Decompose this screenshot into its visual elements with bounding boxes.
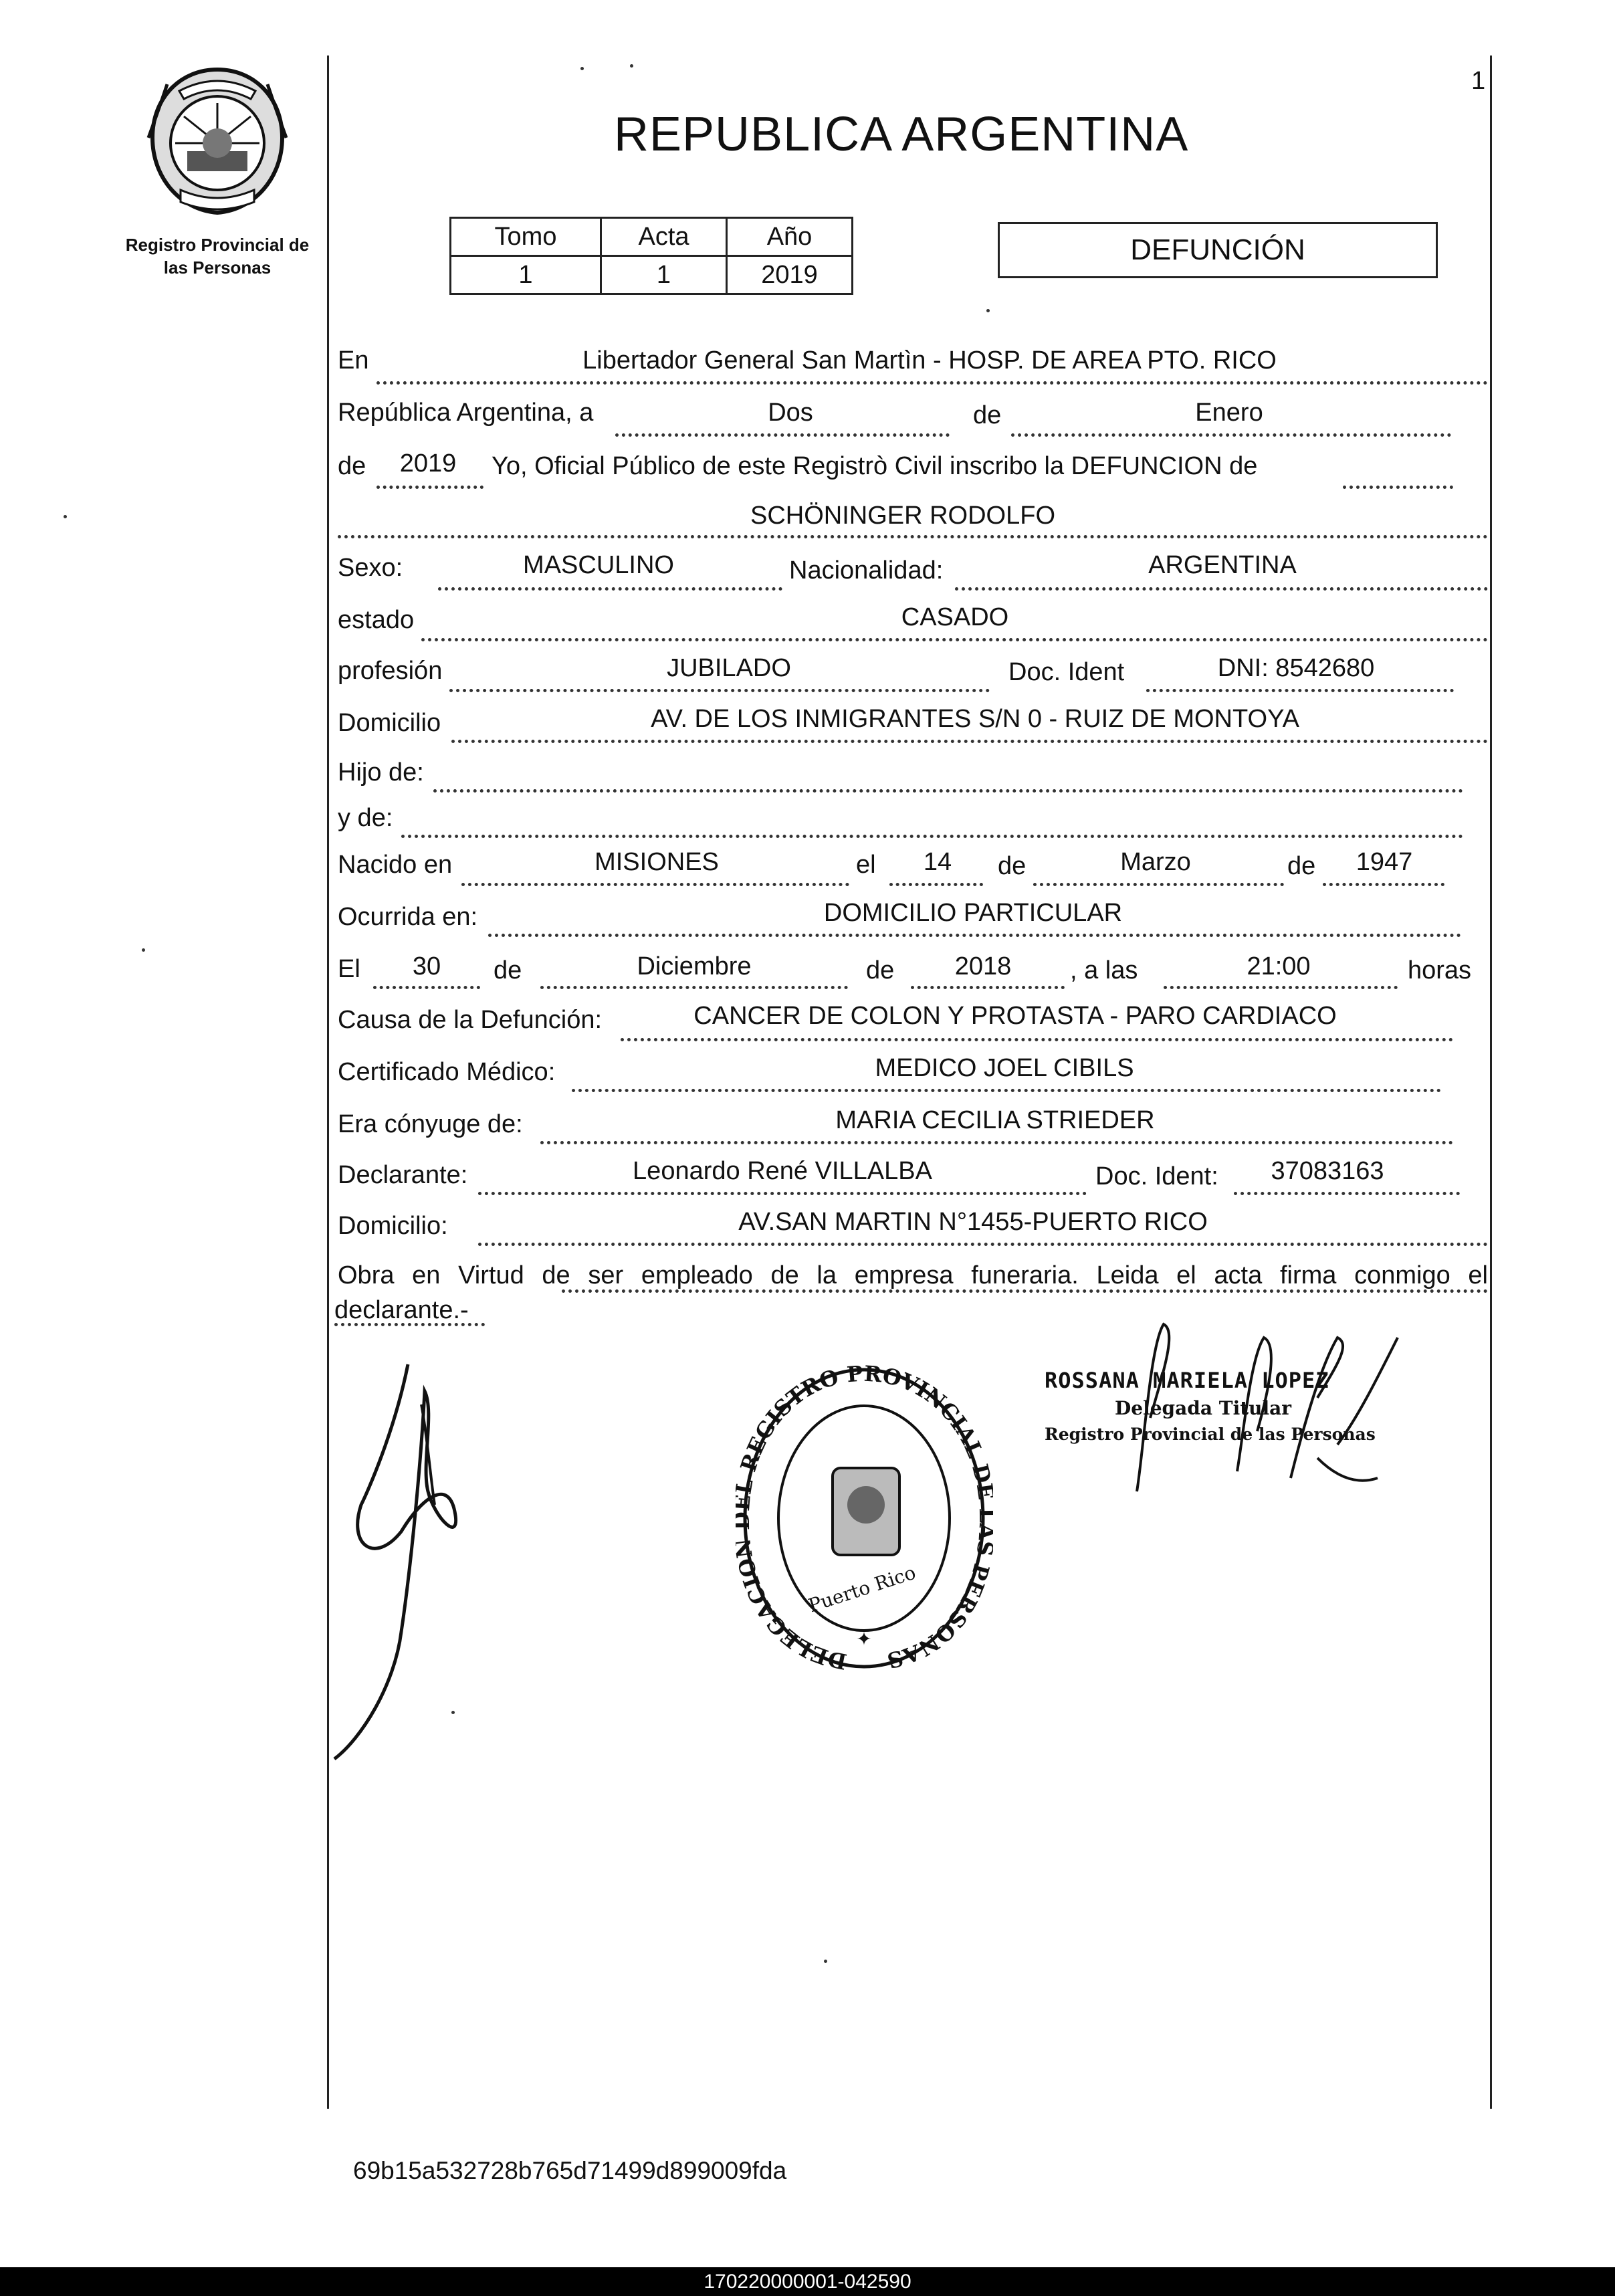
scan-speck: [580, 67, 584, 70]
profesion-label: profesión: [338, 657, 443, 685]
doc-ident-value: DNI: 8542680: [1217, 654, 1375, 682]
certificado-value: MEDICO JOEL CIBILS: [875, 1054, 1134, 1082]
domicilio2-label: Domicilio:: [338, 1212, 448, 1240]
death-month-line: [540, 986, 848, 989]
republica-label: República Argentina, a: [338, 399, 594, 427]
scan-speck: [142, 948, 145, 952]
scan-speck: [824, 1960, 827, 1963]
el-label-birth: el: [856, 851, 876, 879]
left-margin-rule: [327, 56, 329, 2109]
page-number: 1: [1471, 67, 1486, 95]
official-signature: [1097, 1318, 1424, 1505]
day-line: [615, 433, 950, 437]
declarante-label: Declarante:: [338, 1161, 468, 1189]
agency-name: Registro Provincial de las Personas: [125, 235, 310, 278]
profesion-value: JUBILADO: [667, 654, 791, 682]
oficial-line: [1343, 486, 1453, 489]
death-time-line: [1164, 986, 1398, 989]
anio-value: 2019: [727, 256, 853, 294]
yde-line: [401, 835, 1463, 838]
ocurrida-value: DOMICILIO PARTICULAR: [823, 899, 1123, 927]
nacido-value: MISIONES: [595, 848, 719, 876]
document-hash: 69b15a532728b765d71499d899009fda: [353, 2157, 787, 2184]
scan-speck: [451, 1711, 455, 1714]
de-label-5: de: [494, 956, 522, 984]
hijo-label: Hijo de:: [338, 758, 424, 787]
nacionalidad-value: ARGENTINA: [1148, 551, 1297, 579]
scan-speck: [64, 515, 67, 518]
doc-ident-line: [1146, 689, 1454, 692]
en-value: Libertador General San Martìn - HOSP. DE AREA PTO. RICO: [582, 346, 1277, 375]
domicilio-label: Domicilio: [338, 709, 441, 737]
estado-value: CASADO: [901, 603, 1009, 631]
seal-inner-text: Puerto Rico: [805, 1561, 919, 1617]
acta-value: 1: [601, 256, 727, 294]
sexo-value: MASCULINO: [523, 551, 674, 579]
tomo-header: Tomo: [451, 218, 601, 256]
name-line: [338, 535, 1488, 538]
en-label: En: [338, 346, 369, 375]
scan-speck: [630, 64, 633, 68]
official-name: ROSSANA MARIELA LOPEZ: [1045, 1368, 1329, 1393]
tomo-value: 1: [451, 256, 601, 294]
a-las-label: , a las: [1070, 956, 1138, 984]
estado-line: [421, 638, 1488, 641]
domicilio2-line: [478, 1243, 1488, 1246]
conyuge-line: [540, 1141, 1453, 1144]
causa-value: CANCER DE COLON Y PROTASTA - PARO CARDIACO: [693, 1002, 1337, 1030]
svg-text:✦: ✦: [856, 1629, 872, 1649]
oficial-text: Yo, Oficial Público de este Registrò Civil inscribo la DEFUNCION de: [492, 452, 1258, 480]
birth-month-line: [1033, 883, 1284, 886]
obra-end-underline: [334, 1323, 485, 1326]
doc-ident-label: Doc. Ident: [1008, 658, 1125, 686]
birth-year-line: [1323, 883, 1444, 886]
de-label-2: de: [338, 452, 366, 480]
birth-day: 14: [923, 848, 952, 876]
birth-month: Marzo: [1120, 848, 1191, 876]
seal-outer-text: DELEGACIO REGISTRO PROVINCIAL PERSONAS: [736, 1361, 993, 1675]
causa-label: Causa de la Defunción:: [338, 1006, 603, 1034]
en-line: [376, 381, 1488, 385]
death-time: 21:00: [1247, 952, 1311, 980]
ocurrida-label: Ocurrida en:: [338, 903, 478, 931]
barcode-bar: [0, 2267, 1615, 2296]
nacionalidad-line: [955, 587, 1488, 591]
sexo-label: Sexo:: [338, 554, 403, 582]
domicilio-line: [451, 740, 1488, 743]
nacido-label: Nacido en: [338, 851, 453, 879]
year-value: 2019: [399, 449, 457, 478]
official-office: Registro Provincial de las Personas: [1045, 1425, 1376, 1444]
deceased-name: SCHÖNINGER RODOLFO: [750, 502, 1056, 530]
nacido-line: [461, 883, 849, 886]
month-line: [1011, 433, 1451, 437]
death-year-line: [911, 986, 1065, 989]
certificado-line: [572, 1089, 1441, 1092]
declarante-value: Leonardo René VILLALBA: [633, 1157, 932, 1185]
acta-header: Acta: [601, 218, 727, 256]
birth-day-line: [889, 883, 983, 886]
right-margin-rule: [1490, 56, 1492, 2109]
nacionalidad-label: Nacionalidad:: [789, 556, 944, 585]
ocurrida-line: [488, 934, 1461, 937]
de-label-4: de: [1287, 852, 1316, 880]
misiones-crest-logo: [140, 64, 294, 218]
anio-header: Año: [727, 218, 853, 256]
obra-text: Obra en Virtud de ser empleado de la empresa funeraria. Leida el acta firma conmigo el: [338, 1261, 1488, 1289]
scan-speck: [986, 309, 990, 312]
act-type-label: DEFUNCIÓN: [1130, 233, 1305, 266]
official-seal-stamp: [736, 1361, 993, 1679]
official-role: Delegada Titular: [1115, 1397, 1292, 1419]
death-year: 2018: [954, 952, 1012, 980]
death-day-line: [373, 986, 480, 989]
act-type-box: [998, 222, 1438, 278]
declarante-doc-label: Doc. Ident:: [1095, 1162, 1218, 1190]
death-month: Diciembre: [637, 952, 752, 980]
estado-label: estado: [338, 606, 415, 634]
country-title: REPUBLICA ARGENTINA: [614, 108, 1189, 161]
profesion-line: [449, 689, 990, 692]
domicilio2-value: AV.SAN MARTIN N°1455-PUERTO RICO: [738, 1208, 1208, 1236]
sexo-line: [438, 587, 782, 591]
conyuge-value: MARIA CECILIA STRIEDER: [835, 1106, 1155, 1134]
hijo-line: [433, 789, 1463, 793]
month-value: Enero: [1195, 399, 1263, 427]
barcode-id: 170220000001-042590: [704, 2270, 911, 2293]
yde-label: y de:: [338, 804, 393, 832]
death-day: 30: [412, 952, 441, 980]
domicilio-value: AV. DE LOS INMIGRANTES S/N 0 - RUIZ DE MONTOYA: [651, 705, 1299, 733]
horas-label: horas: [1408, 956, 1472, 984]
el-label-death: El: [338, 955, 360, 983]
conyuge-label: Era cónyuge de:: [338, 1110, 523, 1138]
obra-text-end: declarante.-: [334, 1296, 469, 1324]
day-value: Dos: [768, 399, 813, 427]
declarante-line: [478, 1192, 1087, 1195]
declarant-signature: [321, 1351, 495, 1766]
register-table: [449, 217, 853, 295]
certificado-label: Certificado Médico:: [338, 1058, 556, 1086]
year-line: [376, 486, 483, 489]
de-label-3: de: [998, 852, 1027, 880]
de-label-1: de: [973, 401, 1002, 429]
declarante-doc-line: [1234, 1192, 1460, 1195]
de-label-6: de: [866, 956, 895, 984]
declarante-doc-value: 37083163: [1271, 1157, 1384, 1185]
birth-year: 1947: [1356, 848, 1413, 876]
causa-line: [621, 1038, 1453, 1041]
obra-underline: [562, 1289, 1488, 1293]
